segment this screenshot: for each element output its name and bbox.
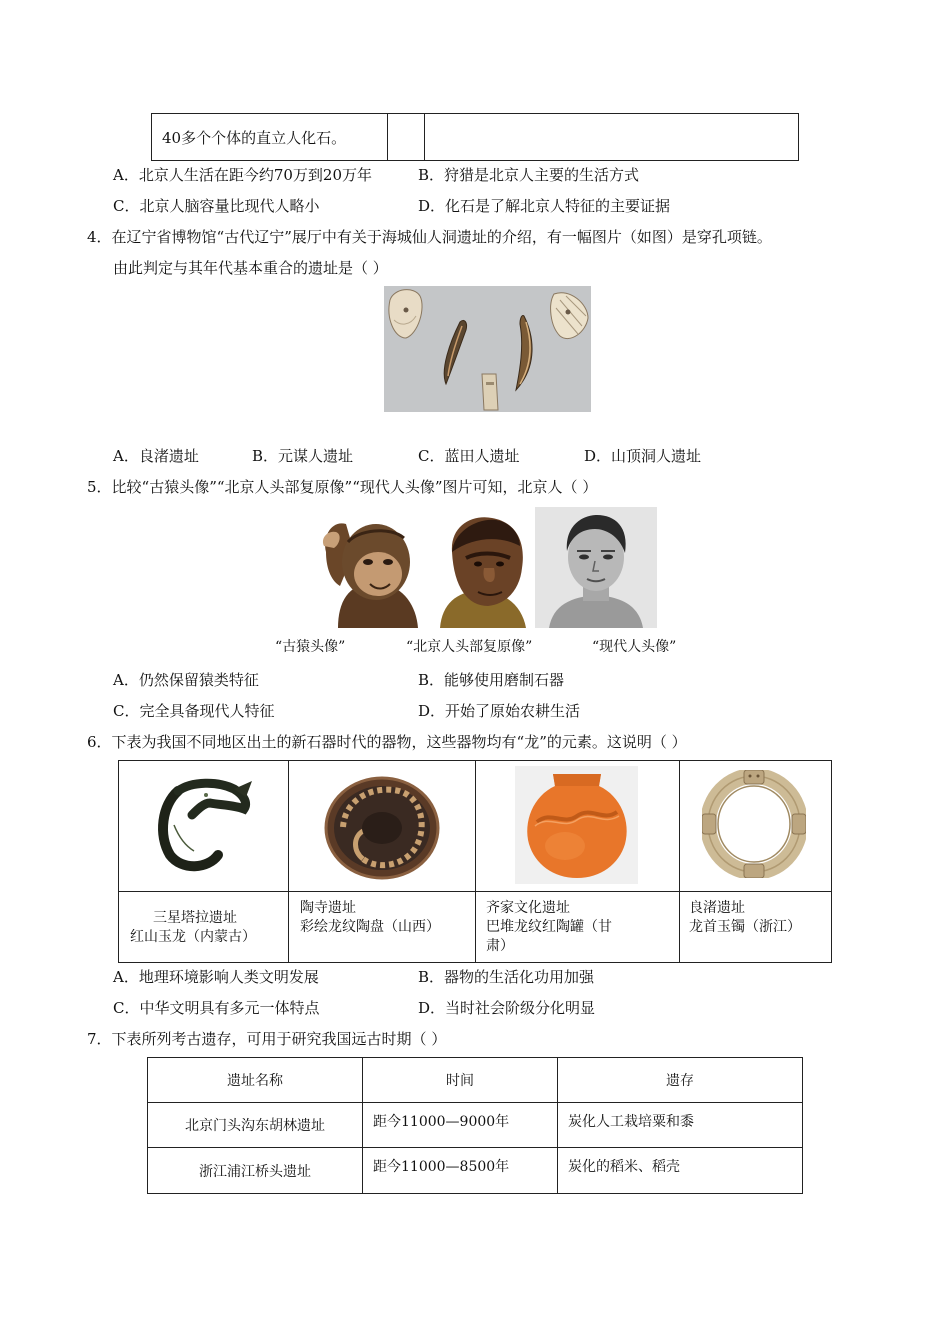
q6-cell4-line1: 良渚遗址: [689, 900, 745, 916]
modern-human-head-image: [535, 507, 657, 628]
q4-stem-line2: 由此判定与其年代基本重合的遗址是（ ）: [113, 259, 388, 277]
q7-stem: 7．下表所列考古遗存，可用于研究我国远古时期（ ）: [87, 1030, 447, 1048]
q4-option-b: B．元谋人遗址: [252, 447, 354, 465]
qijia-red-pottery-jar-image: [515, 766, 638, 884]
q6-cell2-line2: 彩绘龙纹陶盘（山西）: [300, 919, 440, 935]
q7-header-time: 时间: [363, 1058, 558, 1103]
q3-table-cell-2: [388, 114, 425, 161]
q7-row2-time: 距今11000—8500年: [363, 1148, 558, 1194]
ape-head-image: [318, 512, 432, 628]
q6-cell2-line1: 陶寺遗址: [300, 900, 356, 916]
q7-row1-site: 北京门头沟东胡林遗址: [148, 1103, 363, 1148]
q5-option-d: D．开始了原始农耕生活: [418, 702, 581, 720]
q3-option-b: B．狩猎是北京人主要的生活方式: [418, 166, 640, 184]
q3-option-d: D．化石是了解北京人特征的主要证据: [418, 197, 671, 215]
q4-option-a: A．良渚遗址: [113, 447, 199, 465]
q6-cell3-line3: 肃）: [486, 938, 514, 954]
q6-cell3-line2: 巴堆龙纹红陶罐（甘: [486, 919, 612, 935]
q7-header-remains: 遗存: [558, 1058, 803, 1103]
q7-row2-remains: 炭化的稻米、稻壳: [558, 1148, 803, 1194]
q6-cell3-line1: 齐家文化遗址: [486, 900, 570, 916]
q6-option-d: D．当时社会阶级分化明显: [418, 999, 596, 1017]
bone-bead: [482, 374, 498, 410]
q7-header-site: 遗址名称: [148, 1058, 363, 1103]
caption-ape-head: “古猿头像”: [275, 639, 346, 655]
necklace-photo: [384, 286, 591, 412]
q5-stem: 5．比较“古猿头像”“北京人头部复原像”“现代人头像”图片可知，北京人（ ）: [87, 478, 598, 496]
q3-table: [151, 113, 799, 161]
table-row: [148, 1103, 803, 1148]
q7-row2-site: 浙江浦江桥头遗址: [148, 1148, 363, 1194]
q5-option-b: B．能够使用磨制石器: [418, 671, 565, 689]
q5-option-a: A．仍然保留猿类特征: [113, 671, 259, 689]
table-row: [148, 1148, 803, 1194]
q6-option-b: B．器物的生活化功用加强: [418, 968, 595, 986]
q6-stem: 6．下表为我国不同地区出土的新石器时代的器物，这些器物均有“龙”的元素。这说明（ ）: [87, 733, 687, 751]
q6-cell1-line1: 三星塔拉遗址: [153, 910, 237, 926]
q6-cell4-line2: 龙首玉镯（浙江）: [689, 919, 801, 935]
liangzhu-dragon-head-jade-bracelet-image: [702, 770, 806, 878]
q4-stem-line1: 4．在辽宁省博物馆“古代辽宁”展厅中有关于海城仙人洞遗址的介绍，有一幅图片（如图）是穿孔项链。: [87, 228, 772, 246]
q5-option-c: C．完全具备现代人特征: [113, 702, 275, 720]
peking-man-head-image: [432, 512, 534, 628]
q4-option-d: D．山顶洞人遗址: [584, 447, 702, 465]
q3-option-a: A．北京人生活在距今约70万到20万年: [113, 166, 373, 184]
caption-peking-man-head: “北京人头部复原像”: [406, 639, 533, 655]
q7-row1-time: 距今11000—9000年: [363, 1103, 558, 1148]
q6-option-a: A．地理环境影响人类文明发展: [113, 968, 319, 986]
q3-table-cell-3: [425, 114, 799, 161]
q6-option-c: C．中华文明具有多元一体特点: [113, 999, 320, 1017]
q3-option-c: C．北京人脑容量比现代人略小: [113, 197, 320, 215]
taosi-dragon-plate-image: [323, 775, 441, 881]
hongshan-jade-dragon-image: [148, 775, 258, 875]
q7-row1-remains: 炭化人工栽培粟和黍: [558, 1103, 803, 1148]
q4-option-c: C．蓝田人遗址: [418, 447, 520, 465]
q7-site-table: [147, 1057, 803, 1194]
q6-cell1-line2: 红山玉龙（内蒙古）: [130, 929, 256, 945]
caption-modern-human-head: “现代人头像”: [592, 639, 677, 655]
q3-table-cell-1: 40多个个体的直立人化石。: [152, 114, 388, 161]
